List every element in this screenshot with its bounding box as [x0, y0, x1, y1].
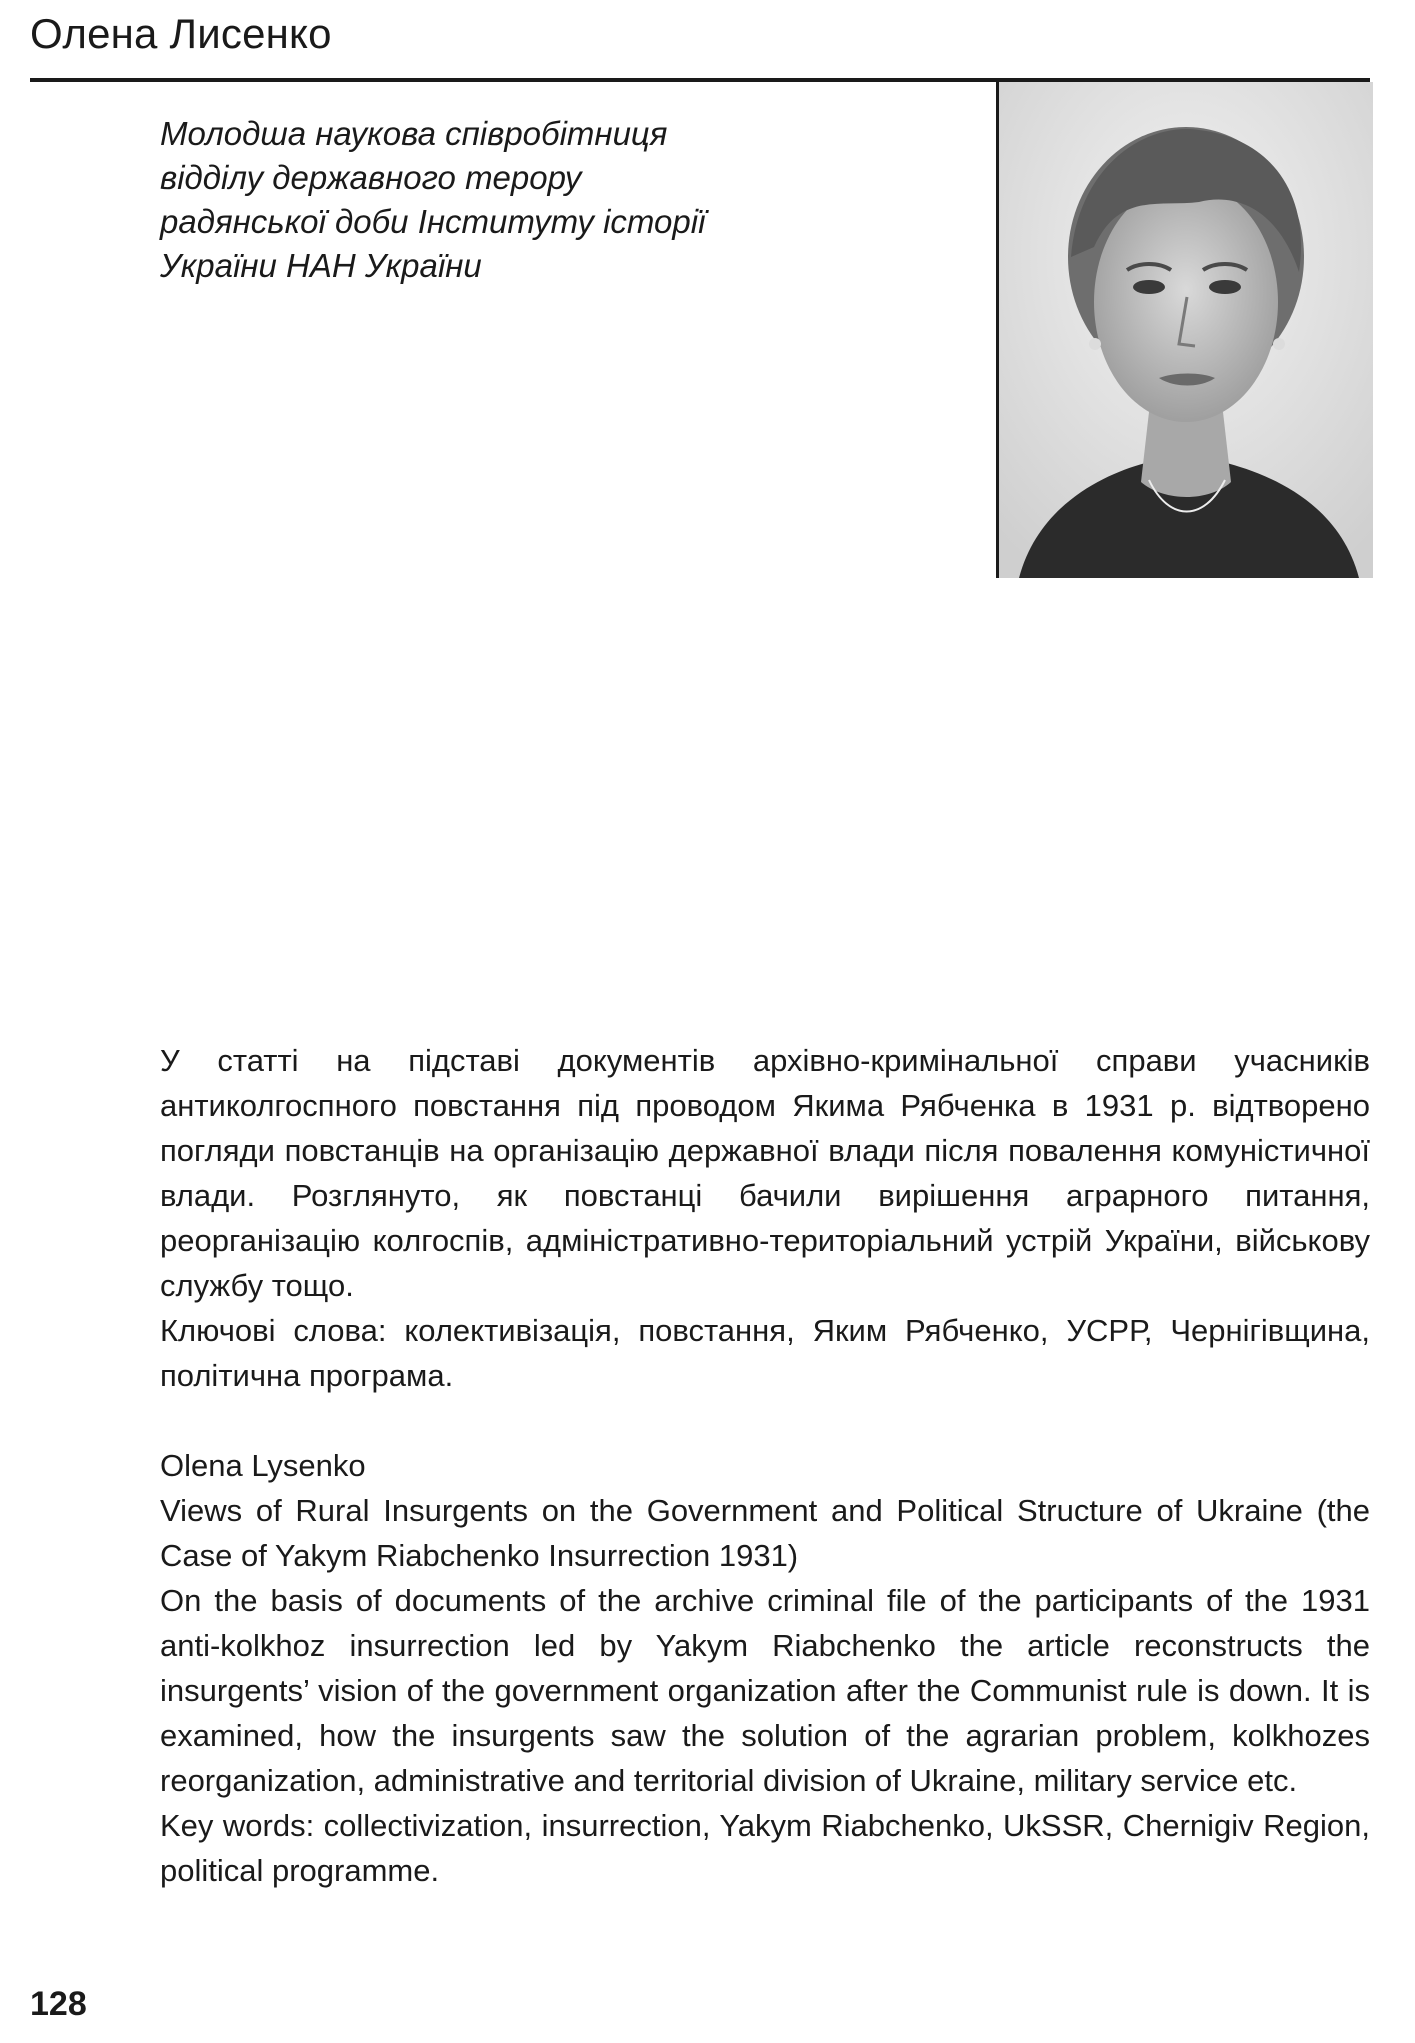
author-portrait-photo	[996, 82, 1373, 578]
portrait-illustration	[999, 82, 1373, 578]
author-affiliation	[160, 112, 780, 288]
affiliation-line: Молодша наукова співробітниця	[160, 115, 668, 152]
abstract-english-text: On the basis of documents of the archive criminal file of the participants of the 1931 anti-kolkhoz insurrection led by Yakym Riabchenko the article reconstructs the insurgents’ vision of the government organization after the Communist rule is down. It is examined, how the insurgents saw the solution of the agrarian problem, kolkhozes reorganization, administrative and territorial division of Ukraine, military service etc.	[160, 1583, 1370, 1798]
author-name-header: Олена Лисенко	[30, 10, 332, 57]
abstract-ukrainian-text: У статті на підставі документів архівно-кримінальної справи учасників антиколгоспного повстання під проводом Якима Рябченка в 1931 р. відтворено погляди повстанців на організацію державної влади після повалення комуністичної влади. Розглянуто, як повстанці бачили вирішення аграрного питання, реорганізацію колгоспів, адміністративно-територіальний устрій України, військову службу тощо.	[160, 1043, 1370, 1303]
keywords-english: Key words: collectivization, insurrection, Yakym Riabchenko, UkSSR, Chernigiv Region, political programme.	[160, 1808, 1370, 1888]
affiliation-line: України НАН України	[160, 247, 482, 284]
page-number: 128	[30, 1985, 87, 2023]
abstracts-section	[160, 1038, 1370, 1893]
abstract-english-author: Olena Lysenko	[160, 1448, 366, 1483]
affiliation-line: радянської доби Інституту історії	[160, 203, 706, 240]
keywords-ukrainian: Ключові слова: колективізація, повстання, Яким Рябченко, УСРР, Чернігівщина, політична програма.	[160, 1313, 1370, 1393]
abstract-english-title: Views of Rural Insurgents on the Government and Political Structure of Ukraine (the Case of Yakym Riabchenko Insurrection 1931)	[160, 1493, 1370, 1573]
affiliation-line: відділу державного терору	[160, 159, 582, 196]
section-spacer	[160, 1398, 1370, 1443]
